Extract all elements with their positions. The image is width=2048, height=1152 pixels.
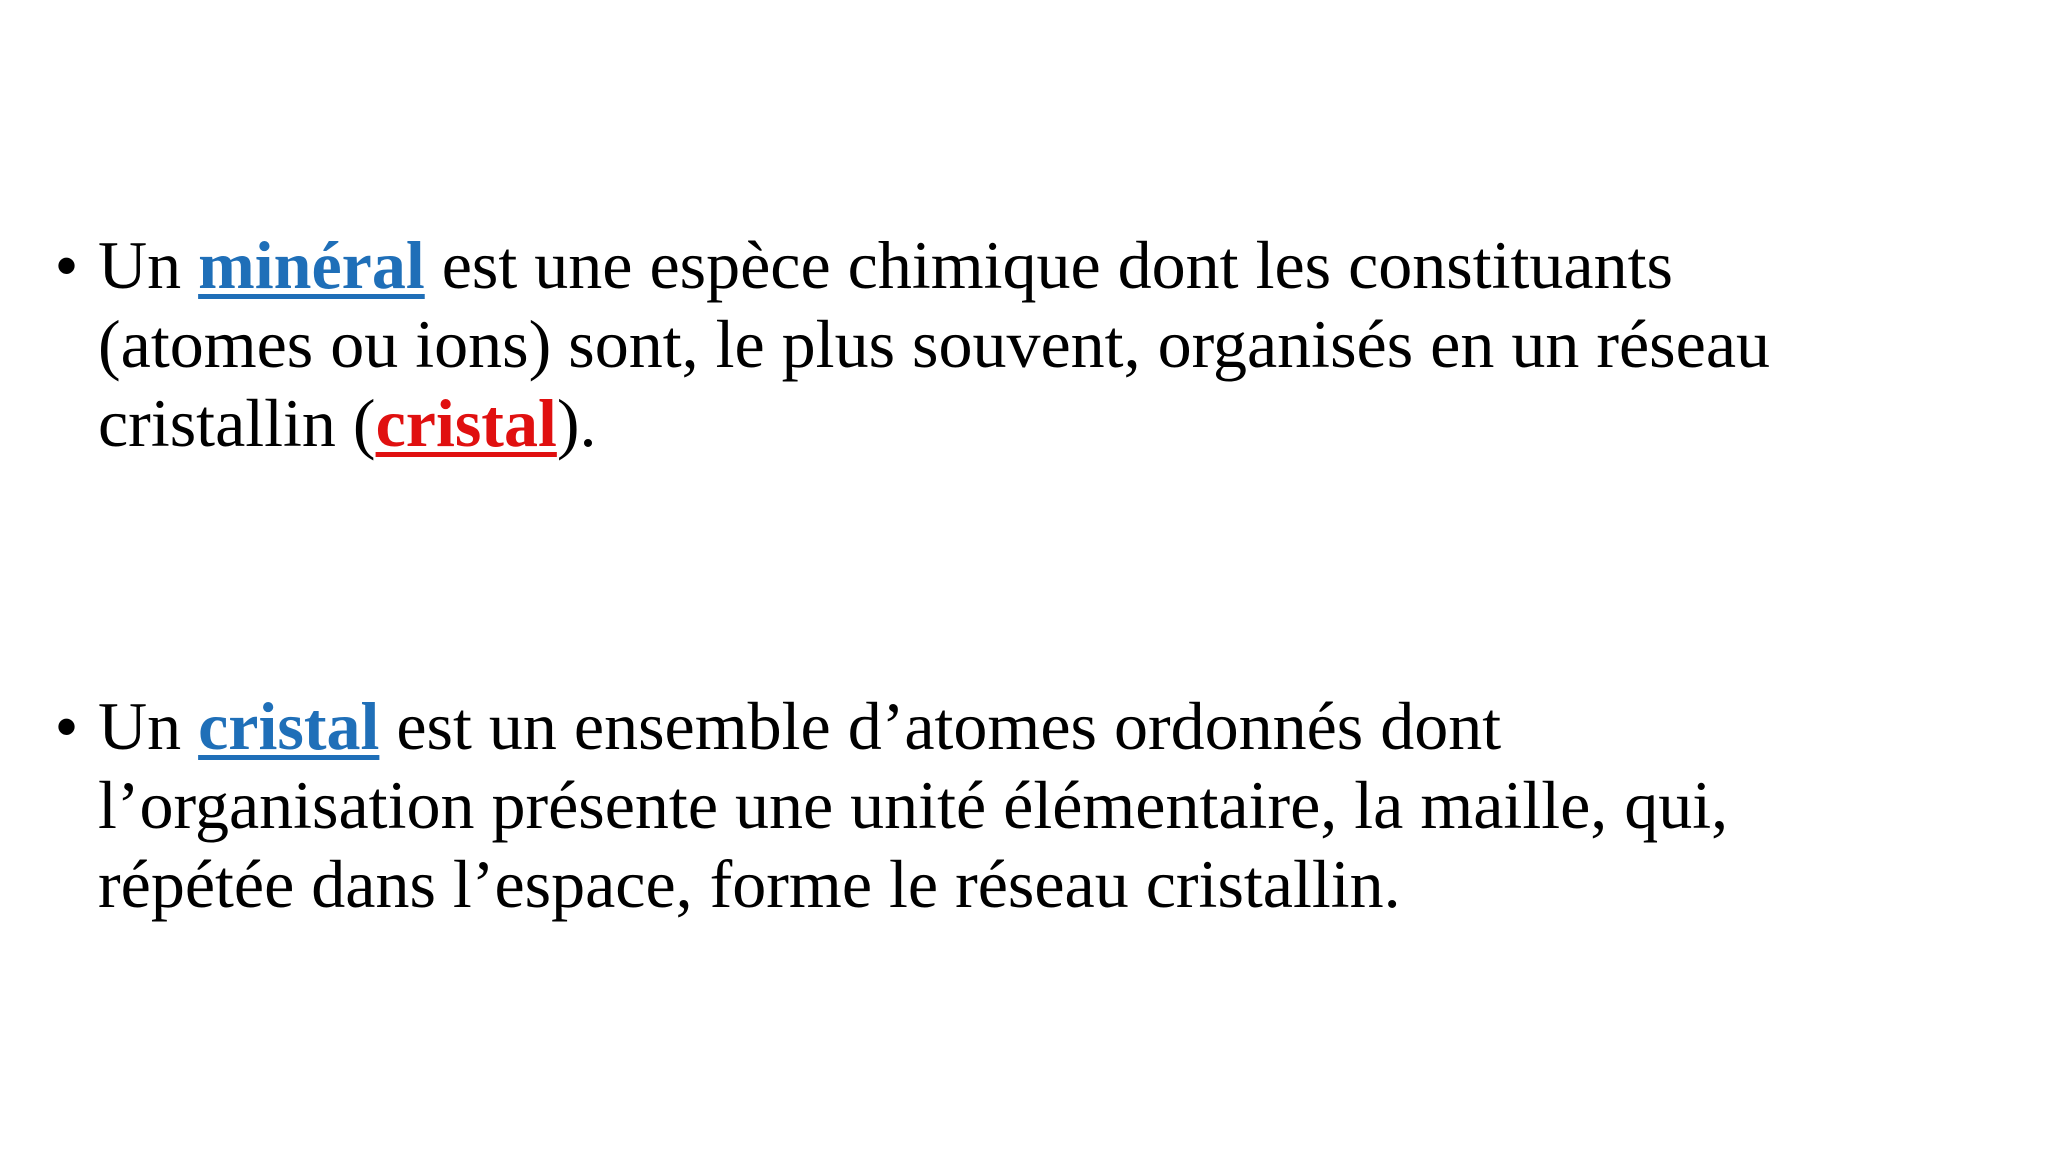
line	[98, 384, 1956, 463]
text-run: Un	[98, 227, 199, 303]
text-run: est un ensemble d’atomes ordonnés dont	[379, 688, 1502, 764]
line	[98, 687, 1956, 766]
line	[98, 226, 1956, 305]
term-cristal: cristal	[198, 688, 380, 764]
line: (atomes ou ions) sont, le plus souvent, organisés en un réseau	[98, 306, 1771, 382]
text-run: ).	[556, 385, 597, 461]
line: l’organisation présente une unité élémentaire, la maille, qui,	[98, 767, 1729, 843]
bullet-mineral-definition	[56, 226, 1956, 463]
bullet-icon: •	[56, 232, 78, 299]
text-run: Un	[98, 688, 199, 764]
term-mineral: minéral	[198, 227, 425, 303]
bullet-icon: •	[56, 693, 78, 760]
term-cristal-red: cristal	[375, 385, 557, 461]
text-run: est une espèce chimique dont les constituants	[424, 227, 1673, 303]
bullet-cristal-definition	[56, 687, 1956, 924]
line: répétée dans l’espace, forme le réseau cristallin.	[98, 846, 1401, 922]
bullet-text	[98, 226, 1956, 463]
bullet-text	[98, 687, 1956, 924]
text-run: cristallin (	[98, 385, 376, 461]
